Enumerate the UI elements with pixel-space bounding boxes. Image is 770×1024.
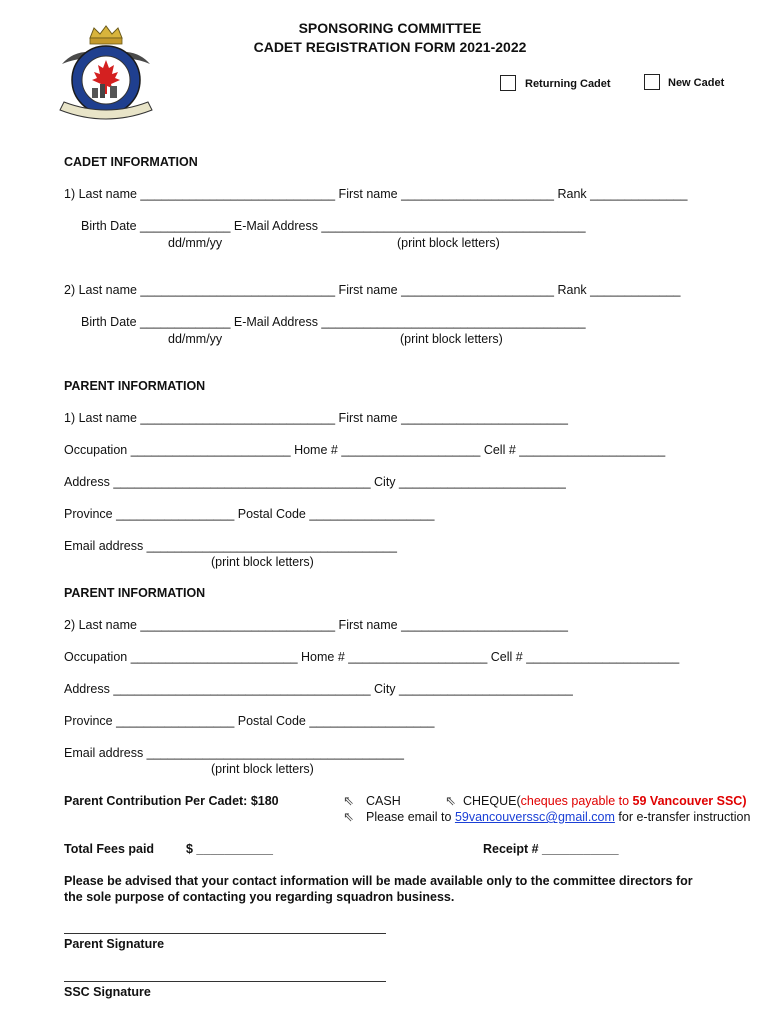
cadet1-email-hint: (print block letters) [397,236,500,250]
cheque-arrow-icon: ⇖ [445,793,456,808]
cadet2-birth-email-line[interactable]: Birth Date _____________ E-Mail Address ______________________________________ [81,315,586,329]
parent-signature-line[interactable] [64,933,386,934]
parent-signature-label: Parent Signature [64,937,165,951]
ssc-email-link[interactable]: 59vancouverssc@gmail.com [454,810,615,824]
total-fees-label: Total Fees paid [64,842,155,856]
parent2-name-line[interactable]: 2) Last name ____________________________ First name ________________________ [64,618,568,632]
cadet1-name-line[interactable]: 1) Last name ____________________________ First name ______________________ Rank ______________ [64,187,688,201]
parent2-email-line[interactable]: Email address _____________________________________ [64,746,404,760]
parent1-email-line[interactable]: Email address ____________________________________ [64,539,397,553]
parent1-name-line[interactable]: 1) Last name ____________________________ First name ________________________ [64,411,568,425]
cadet2-email-hint: (print block letters) [400,332,503,346]
parent1-occupation-line[interactable]: Occupation _______________________ Home # ____________________ Cell # _____________________ [64,443,666,457]
parent2-address-line[interactable]: Address _____________________________________ City _________________________ [64,682,573,696]
total-fees-amount[interactable]: $ ___________ [186,842,273,856]
cadet2-name-line[interactable]: 2) Last name ____________________________ First name ______________________ Rank _____________ [64,283,681,297]
cheque-label: CHEQUE( [463,794,521,808]
etransfer-arrow-icon: ⇖ [343,809,354,824]
cheque-option[interactable] [463,794,747,808]
parent2-province-line[interactable]: Province _________________ Postal Code __________________ [64,714,435,728]
new-cadet-checkbox[interactable] [644,74,660,90]
cadet1-birth-email-line[interactable]: Birth Date _____________ E-Mail Address ______________________________________ [81,219,586,233]
parent2-occupation-line[interactable]: Occupation ________________________ Home # ____________________ Cell # ______________________ [64,650,680,664]
cheque-payable-text: cheques payable to [520,794,633,808]
contribution-label: Parent Contribution Per Cadet: $180 [64,794,279,808]
returning-cadet-checkbox[interactable] [500,75,516,91]
cadet2-date-hint: dd/mm/yy [168,332,223,346]
parent2-heading: PARENT INFORMATION [64,586,206,600]
new-cadet-label: New Cadet [668,77,725,89]
parent1-email-hint: (print block letters) [211,555,314,569]
returning-cadet-label: Returning Cadet [525,78,611,90]
ssc-signature-label: SSC Signature [64,985,151,999]
etransfer-instruction [366,810,750,824]
parent1-heading: PARENT INFORMATION [64,379,206,393]
parent2-email-hint: (print block letters) [211,762,314,776]
etransfer-suffix: for e-transfer instruction [614,810,751,824]
receipt-number[interactable]: Receipt # ___________ [483,842,619,856]
form-title-line2: CADET REGISTRATION FORM 2021-2022 [253,39,527,55]
form-title-line1: SPONSORING COMMITTEE [298,20,482,36]
parent1-province-line[interactable]: Province _________________ Postal Code __________________ [64,507,435,521]
parent1-address-line[interactable]: Address _____________________________________ City ________________________ [64,475,566,489]
cadet-info-heading: CADET INFORMATION [64,155,198,169]
privacy-notice-line1: Please be advised that your contact information will be made available only to the committee directors for [64,874,693,888]
etransfer-prefix: Please email to [366,810,455,824]
cadet1-date-hint: dd/mm/yy [168,236,223,250]
cash-arrow-icon: ⇖ [343,793,354,808]
cheque-payee: 59 Vancouver SSC) [632,794,747,808]
cash-option[interactable]: CASH [366,794,401,808]
ssc-signature-line[interactable] [64,981,386,982]
squadron-crest-logo [54,24,158,124]
privacy-notice-line2: the sole purpose of contacting you regarding squadron business. [64,890,455,904]
